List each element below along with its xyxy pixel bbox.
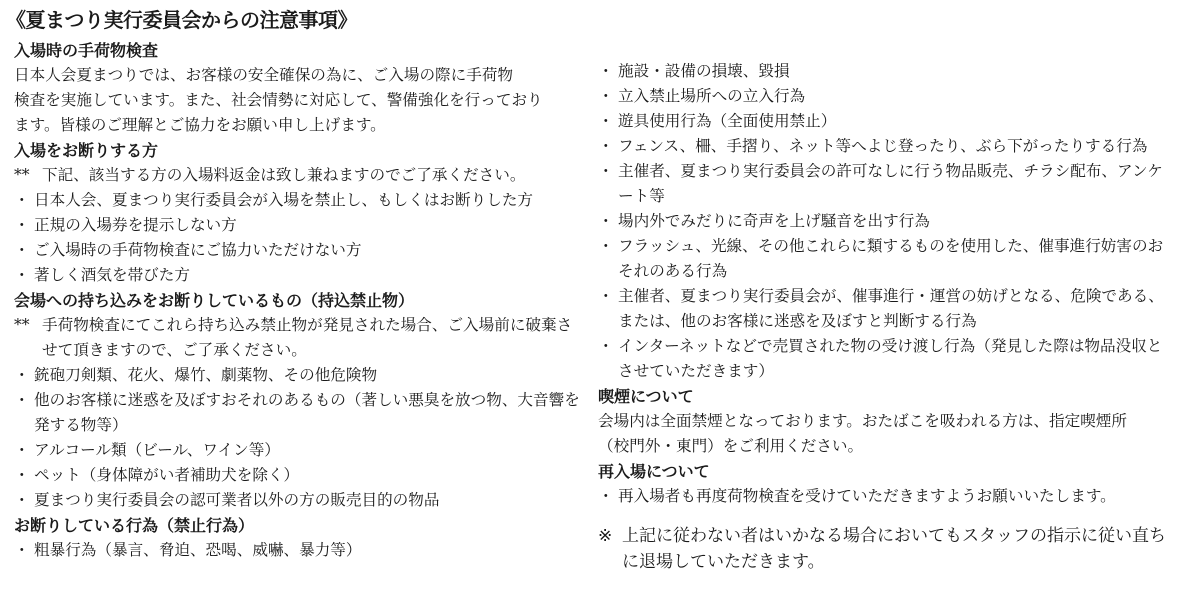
baggage-paragraph xyxy=(14,63,586,138)
smoking-line: 会場内は全面禁煙となっております。おたばこを吸われる方は、指定喫煙所 xyxy=(598,412,1127,430)
list-item xyxy=(14,438,586,463)
right-column xyxy=(598,59,1170,575)
bullet-mark: ・ xyxy=(598,237,614,255)
note-asterisks: ** xyxy=(14,166,30,184)
list-item xyxy=(598,334,1170,384)
list-item-text: 日本人会、夏まつり実行委員会が入場を禁止し、もしくはお断りした方 xyxy=(34,191,534,209)
bullet-mark: ・ xyxy=(598,212,614,230)
list-item xyxy=(598,284,1170,334)
list-item-text: 夏まつり実行委員会の認可業者以外の方の販売目的の物品 xyxy=(34,491,440,509)
bullet-mark: ・ xyxy=(14,491,30,509)
list-item-text: 場内外でみだりに奇声を上げ騒音を出す行為 xyxy=(618,212,930,230)
prohibited-note xyxy=(14,313,586,363)
list-item xyxy=(14,463,586,488)
section-heading-acts: お断りしている行為（禁止行為） xyxy=(14,516,255,535)
list-item-text: 著しく酒気を帯びた方 xyxy=(34,266,190,284)
list-item-text: 粗暴行為（暴言、脅迫、恐喝、威嚇、暴力等） xyxy=(34,541,362,559)
final-notice-text: 上記に従わない者はいかなる場合においてもスタッフの指示に従い直ちに退場していただきます。 xyxy=(622,526,1166,572)
list-item xyxy=(14,538,586,563)
bullet-mark: ・ xyxy=(14,466,30,484)
bullet-mark: ・ xyxy=(598,287,614,305)
list-item-text: 主催者、夏まつり実行委員会の許可なしに行う物品販売、チラシ配布、アンケート等 xyxy=(618,162,1163,205)
bullet-mark: ・ xyxy=(598,162,614,180)
list-item xyxy=(14,263,586,288)
baggage-line: 日本人会夏まつりでは、お客様の安全確保の為に、ご入場の際に手荷物 xyxy=(14,66,514,84)
list-item-text: 他のお客様に迷惑を及ぼすおそれのあるもの（著しい悪臭を放つ物、大音響を発する物等） xyxy=(34,391,580,434)
list-item-text: 再入場者も再度荷物検査を受けていただきますようお願いいたします。 xyxy=(618,487,1116,505)
bullet-mark: ・ xyxy=(14,391,30,409)
refuse-note xyxy=(14,163,586,188)
list-item-text: 銃砲刀剣類、花火、爆竹、劇薬物、その他危険物 xyxy=(34,366,378,384)
list-item-text: 施設・設備の損壊、毀損 xyxy=(618,62,790,80)
bullet-mark: ・ xyxy=(14,266,30,284)
page-title: 《夏まつり実行委員会からの注意事項》 xyxy=(6,8,357,32)
bullet-mark: ・ xyxy=(14,441,30,459)
note-asterisks: ** xyxy=(14,316,30,334)
list-item-text: アルコール類（ビール、ワイン等） xyxy=(34,441,280,459)
bullet-mark: ・ xyxy=(598,112,614,130)
left-column xyxy=(14,38,586,563)
list-item-text: 正規の入場券を提示しない方 xyxy=(34,216,237,234)
bullet-mark: ・ xyxy=(598,87,614,105)
bullet-mark: ・ xyxy=(14,541,30,559)
bullet-mark: ・ xyxy=(598,137,614,155)
list-item-text: フラッシュ、光線、その他これらに類するものを使用した、催事進行妨害のおそれのある行為 xyxy=(618,237,1164,280)
prohibited-note-text: 手荷物検査にてこれら持ち込み禁止物が発見された場合、ご入場前に破棄させて頂きますので、ご了承ください。 xyxy=(42,316,573,359)
section-heading-refuse: 入場をお断りする方 xyxy=(14,141,159,160)
baggage-line: ます。皆様のご理解とご協力をお願い申し上げます。 xyxy=(14,116,386,134)
section-heading-prohibited: 会場への持ち込みをお断りしているもの（持込禁止物） xyxy=(14,291,415,310)
list-item-text: 主催者、夏まつり実行委員会が、催事進行・運営の妨げとなる、危険である、または、他のお客様に迷惑を及ぼすと判断する行為 xyxy=(618,287,1164,330)
list-item-text: 立入禁止場所への立入行為 xyxy=(618,87,806,105)
bullet-mark: ・ xyxy=(598,62,614,80)
list-item xyxy=(14,363,586,388)
list-item xyxy=(14,238,586,263)
bullet-mark: ・ xyxy=(14,366,30,384)
list-item xyxy=(598,159,1170,209)
list-item xyxy=(598,209,1170,234)
smoking-line: （校門外・東門）をご利用ください。 xyxy=(598,437,864,455)
reference-mark: ※ xyxy=(598,526,613,546)
bullet-mark: ・ xyxy=(14,191,30,209)
list-item-text: インターネットなどで売買された物の受け渡し行為（発見した際は物品没収とさせていただきます） xyxy=(618,337,1163,380)
list-item-text: フェンス、柵、手摺り、ネット等へよじ登ったり、ぶら下がったりする行為 xyxy=(618,137,1148,155)
smoking-paragraph xyxy=(598,409,1170,459)
bullet-mark: ・ xyxy=(598,487,614,505)
bullet-mark: ・ xyxy=(14,241,30,259)
list-item xyxy=(598,484,1170,509)
list-item xyxy=(598,109,1170,134)
refuse-note-text: 下記、該当する方の入場料返金は致し兼ねますのでご了承ください。 xyxy=(42,166,526,184)
list-item xyxy=(14,488,586,513)
list-item-text: ペット（身体障がい者補助犬を除く） xyxy=(34,466,300,484)
list-item xyxy=(598,234,1170,284)
section-heading-smoking: 喫煙について xyxy=(598,387,694,406)
list-item-text: ご入場時の手荷物検査にご協力いただけない方 xyxy=(34,241,362,259)
section-heading-reentry: 再入場について xyxy=(598,462,710,481)
bullet-mark: ・ xyxy=(598,337,614,355)
list-item xyxy=(14,188,586,213)
final-notice xyxy=(598,523,1170,575)
baggage-line: 検査を実施しています。また、社会情勢に対応して、警備強化を行っており xyxy=(14,91,543,109)
list-item xyxy=(598,59,1170,84)
list-item xyxy=(14,388,586,438)
section-heading-baggage: 入場時の手荷物検査 xyxy=(14,41,159,60)
list-item-text: 遊具使用行為（全面使用禁止） xyxy=(618,112,837,130)
list-item xyxy=(598,84,1170,109)
bullet-mark: ・ xyxy=(14,216,30,234)
list-item xyxy=(598,134,1170,159)
spacer xyxy=(598,509,1170,523)
list-item xyxy=(14,213,586,238)
